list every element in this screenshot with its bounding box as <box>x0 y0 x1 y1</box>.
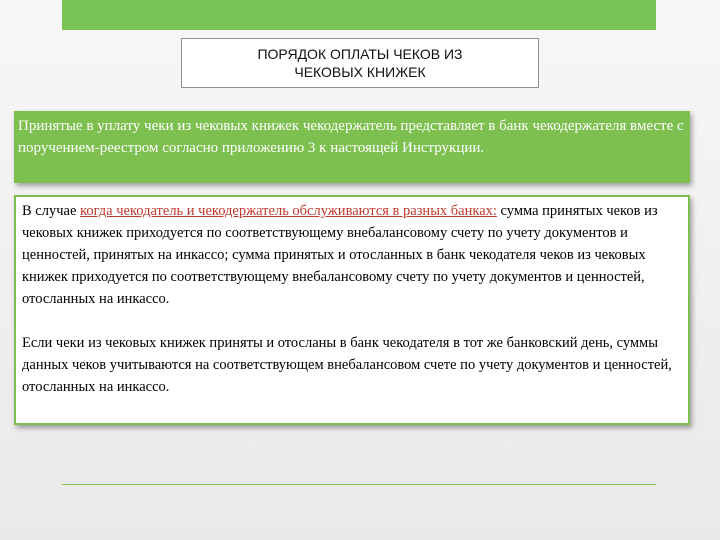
main-content-box <box>14 195 690 425</box>
paragraph-1-rest: сумма принятых чеков из чековых книжек приходуется по соответствующему внебалансовому счету по учету документов и ценностей, принятых на инкассо; сумма принятых и отосланных в банк чекодателя чеков из чековых книжек приходуется по соответствующему внебалансовому счету по учету документов и ценностей, отосланных на инкассо. <box>22 203 658 307</box>
paragraph-1 <box>22 200 680 310</box>
intro-box <box>14 111 690 183</box>
title-box <box>181 38 539 88</box>
intro-text: Принятые в уплату чеки из чековых книжек чекодержатель представляет в банк чекодержателя вместе с поручением-реестром согласно приложению 3 к настоящей Инструкции. <box>18 118 684 156</box>
page-title: ПОРЯДОК ОПЛАТЫ ЧЕКОВ ИЗ ЧЕКОВЫХ КНИЖЕК <box>257 46 463 80</box>
paragraph-1-highlight: когда чекодатель и чекодержатель обслуживаются в разных банках: <box>80 203 497 219</box>
paragraph-2: Если чеки из чековых книжек приняты и отосланы в банк чекодателя в тот же банковский день, суммы данных чеков учитываются на соответствующем внебалансовом счете по учету документов и ценностей, отосланных на инкассо. <box>22 335 672 395</box>
top-accent-bar <box>62 0 656 30</box>
bottom-divider <box>62 484 656 485</box>
paragraph-1-prefix: В случае <box>22 203 81 219</box>
